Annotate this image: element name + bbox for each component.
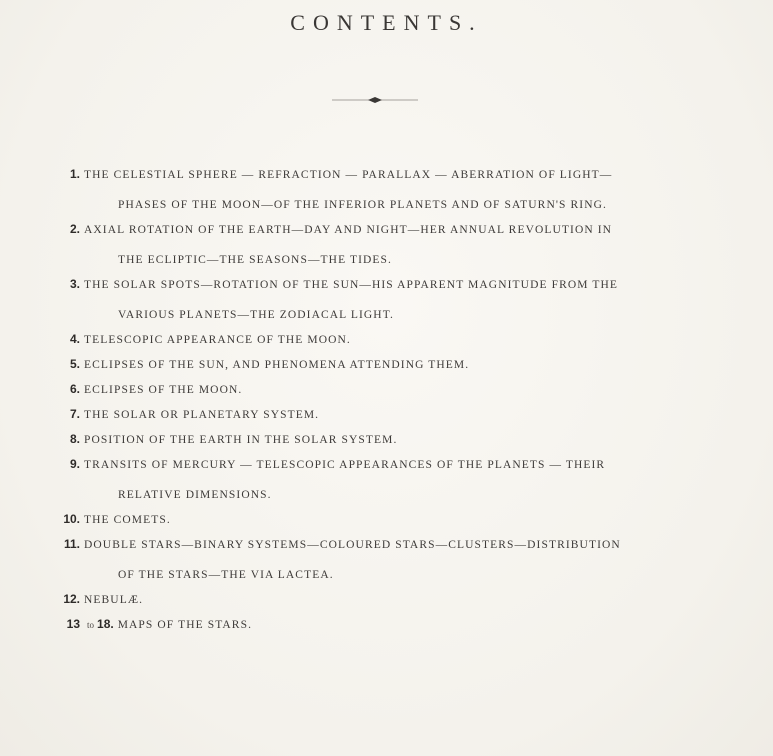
- entry-number: 7.: [69, 407, 80, 421]
- entry-number: 6.: [69, 382, 80, 396]
- entry-continuation: OF THE STARS—THE VIA LACTEA.: [118, 569, 334, 581]
- toc-entry-5: [60, 356, 708, 373]
- entry-number: 5.: [69, 357, 80, 371]
- entry-text: THE COMETS.: [84, 514, 171, 526]
- entry-text: THE SOLAR OR PLANETARY SYSTEM.: [84, 409, 320, 421]
- toc-entry-11: [60, 536, 708, 583]
- entry-number-to: 18.: [97, 617, 114, 631]
- toc-entry-4: [60, 331, 708, 348]
- entry-continuation: RELATIVE DIMENSIONS.: [118, 489, 272, 501]
- entry-number: 10.: [63, 512, 80, 526]
- toc-entry-6: [60, 381, 708, 398]
- entry-text: ECLIPSES OF THE MOON.: [84, 384, 243, 396]
- entry-number: 11.: [63, 537, 80, 551]
- entry-number: 1.: [69, 167, 80, 181]
- toc-entry-8: [60, 431, 708, 448]
- toc-entry-2: [60, 221, 708, 268]
- toc-entry-10: [60, 511, 708, 528]
- divider-ornament-icon: [330, 94, 420, 106]
- toc-entry-13-18: [60, 616, 708, 633]
- entry-number: 4.: [69, 332, 80, 346]
- entry-text: DOUBLE STARS—BINARY SYSTEMS—COLOURED STARS—CLUSTERS—DISTRIBUTION: [84, 539, 621, 551]
- toc-entry-7: [60, 406, 708, 423]
- entry-number: 12.: [63, 592, 80, 606]
- entry-number: 3.: [69, 277, 80, 291]
- entry-number: 9.: [69, 457, 80, 471]
- entry-text: AXIAL ROTATION OF THE EARTH—DAY AND NIGHT—HER ANNUAL REVOLUTION IN: [84, 224, 613, 236]
- entry-text: TELESCOPIC APPEARANCE OF THE MOON.: [84, 334, 351, 346]
- table-of-contents: [60, 166, 708, 641]
- entry-continuation: PHASES OF THE MOON—OF THE INFERIOR PLANETS AND OF SATURN'S RING.: [118, 199, 607, 211]
- toc-entry-12: [60, 591, 708, 608]
- toc-entry-9: [60, 456, 708, 503]
- entry-number: 2.: [69, 222, 80, 236]
- entry-text: MAPS OF THE STARS.: [117, 619, 253, 631]
- entry-text: ECLIPSES OF THE SUN, AND PHENOMENA ATTENDING THEM.: [84, 359, 470, 371]
- entry-text: POSITION OF THE EARTH IN THE SOLAR SYSTEM.: [84, 434, 398, 446]
- toc-entry-3: [60, 276, 708, 323]
- range-word: to: [87, 620, 95, 630]
- entry-continuation: VARIOUS PLANETS—THE ZODIACAL LIGHT.: [118, 309, 394, 321]
- entry-text: NEBULÆ.: [84, 594, 144, 606]
- page-title: CONTENTS.: [290, 10, 483, 35]
- entry-continuation: THE ECLIPTIC—THE SEASONS—THE TIDES.: [118, 254, 393, 266]
- entry-number-from: 13: [66, 617, 80, 631]
- entry-text: THE SOLAR SPOTS—ROTATION OF THE SUN—HIS APPARENT MAGNITUDE FROM THE: [84, 279, 619, 291]
- entry-text: THE CELESTIAL SPHERE — REFRACTION — PARALLAX — ABERRATION OF LIGHT—: [84, 169, 613, 181]
- toc-entry-1: [60, 166, 708, 213]
- entry-number: 8.: [69, 432, 80, 446]
- entry-text: TRANSITS OF MERCURY — TELESCOPIC APPEARANCES OF THE PLANETS — THEIR: [84, 459, 606, 471]
